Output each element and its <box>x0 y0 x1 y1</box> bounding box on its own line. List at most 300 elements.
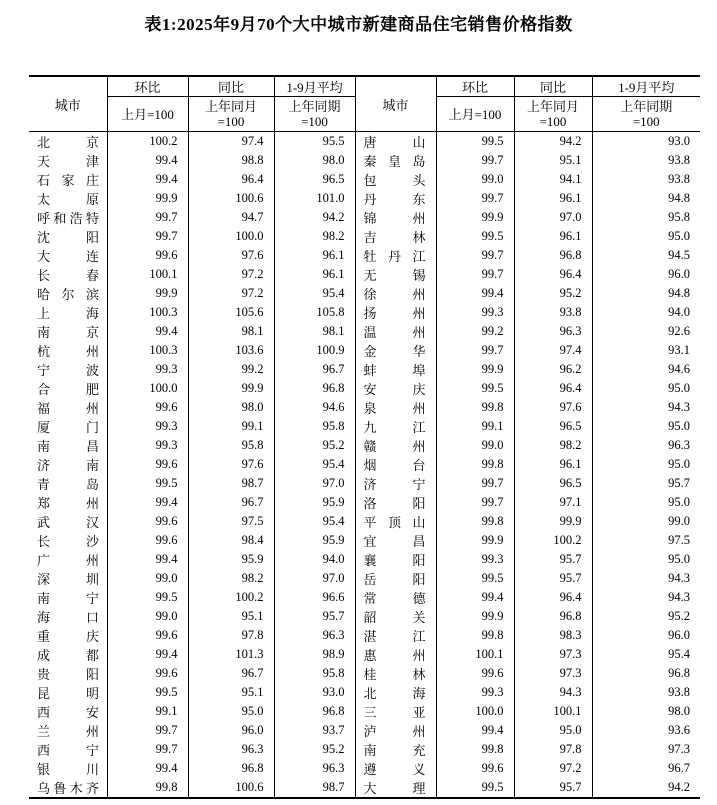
yoy-value: 96.1 <box>514 189 592 208</box>
mom-value: 99.4 <box>436 588 514 607</box>
city-cell <box>29 702 107 721</box>
city-cell <box>355 132 436 152</box>
mom-value: 99.6 <box>436 759 514 778</box>
yoy-value: 95.1 <box>514 151 592 170</box>
yoy-value: 94.1 <box>514 170 592 189</box>
mom-value: 99.4 <box>107 322 188 341</box>
city-name: 丹东 <box>363 192 426 207</box>
avg-value: 96.8 <box>592 664 700 683</box>
table-row <box>29 474 700 493</box>
avg-value: 96.1 <box>274 265 355 284</box>
table-row <box>29 512 700 531</box>
mom-value: 99.3 <box>436 550 514 569</box>
yoy-value: 98.2 <box>188 569 274 588</box>
city-name: 九江 <box>363 420 426 435</box>
header-row-top <box>29 76 700 97</box>
yoy-value: 95.1 <box>188 683 274 702</box>
yoy-value: 97.8 <box>514 740 592 759</box>
city-cell <box>29 208 107 227</box>
city-cell <box>29 664 107 683</box>
yoy-value: 95.8 <box>188 436 274 455</box>
avg-value: 94.0 <box>592 303 700 322</box>
yoy-value: 105.6 <box>188 303 274 322</box>
city-name: 南京 <box>37 325 99 340</box>
yoy-value: 96.2 <box>514 360 592 379</box>
mom-value: 99.0 <box>107 569 188 588</box>
yoy-value: 94.3 <box>514 683 592 702</box>
city-cell <box>355 607 436 626</box>
mom-value: 99.0 <box>436 170 514 189</box>
table-row <box>29 417 700 436</box>
yoy-value: 100.1 <box>514 702 592 721</box>
header-avg-base-line1: 上年同期 <box>288 99 341 114</box>
avg-value: 95.0 <box>592 379 700 398</box>
avg-value: 93.8 <box>592 683 700 702</box>
table-row <box>29 550 700 569</box>
avg-value: 94.2 <box>592 778 700 798</box>
avg-value: 96.7 <box>592 759 700 778</box>
city-cell <box>355 455 436 474</box>
mom-value: 99.9 <box>436 360 514 379</box>
avg-value: 97.5 <box>592 531 700 550</box>
mom-value: 99.9 <box>436 208 514 227</box>
yoy-value: 95.7 <box>514 550 592 569</box>
yoy-value: 97.2 <box>514 759 592 778</box>
yoy-value: 96.4 <box>188 170 274 189</box>
city-cell <box>29 417 107 436</box>
yoy-value: 97.4 <box>514 341 592 360</box>
table-row <box>29 740 700 759</box>
city-cell <box>29 474 107 493</box>
city-name: 烟台 <box>363 458 426 473</box>
avg-value: 93.7 <box>274 721 355 740</box>
table-row <box>29 493 700 512</box>
mom-value: 99.1 <box>436 417 514 436</box>
avg-value: 94.8 <box>592 284 700 303</box>
mom-value: 99.4 <box>436 284 514 303</box>
yoy-value: 94.7 <box>188 208 274 227</box>
yoy-value: 98.3 <box>514 626 592 645</box>
header-yoy-left: 同比 <box>188 76 274 97</box>
mom-value: 99.9 <box>107 284 188 303</box>
yoy-value: 97.6 <box>188 246 274 265</box>
avg-value: 98.2 <box>274 227 355 246</box>
yoy-value: 100.6 <box>188 189 274 208</box>
city-cell <box>355 284 436 303</box>
city-name: 徐州 <box>363 287 426 302</box>
city-name: 赣州 <box>363 439 426 454</box>
city-cell <box>355 664 436 683</box>
table-header <box>29 76 700 132</box>
city-name: 常德 <box>363 591 426 606</box>
table-row <box>29 265 700 284</box>
city-name: 洛阳 <box>363 496 426 511</box>
avg-value: 95.4 <box>592 645 700 664</box>
avg-value: 95.2 <box>274 740 355 759</box>
table-row <box>29 151 700 170</box>
city-cell <box>355 436 436 455</box>
avg-value: 95.9 <box>274 531 355 550</box>
mom-value: 99.1 <box>107 702 188 721</box>
city-name: 吉林 <box>363 230 426 245</box>
yoy-value: 95.0 <box>188 702 274 721</box>
mom-value: 99.7 <box>107 740 188 759</box>
table-row <box>29 246 700 265</box>
avg-value: 93.1 <box>592 341 700 360</box>
avg-value: 94.6 <box>274 398 355 417</box>
avg-value: 95.4 <box>274 512 355 531</box>
city-name: 泉州 <box>363 401 426 416</box>
city-cell <box>29 322 107 341</box>
avg-value: 95.2 <box>592 607 700 626</box>
city-cell <box>29 740 107 759</box>
city-name: 贵阳 <box>37 667 99 682</box>
table-row <box>29 227 700 246</box>
city-name: 遵义 <box>363 762 426 777</box>
yoy-value: 96.0 <box>188 721 274 740</box>
mom-value: 99.9 <box>107 189 188 208</box>
avg-value: 95.4 <box>274 455 355 474</box>
header-avg-base-line1: 上年同期 <box>620 99 673 114</box>
header-mom-base-right: 上月=100 <box>436 97 514 132</box>
mom-value: 99.7 <box>436 189 514 208</box>
mom-value: 99.8 <box>436 740 514 759</box>
table-row <box>29 436 700 455</box>
yoy-value: 96.5 <box>514 474 592 493</box>
mom-value: 99.4 <box>107 493 188 512</box>
city-name: 济宁 <box>363 477 426 492</box>
avg-value: 95.0 <box>592 493 700 512</box>
city-cell <box>29 303 107 322</box>
yoy-value: 95.7 <box>514 778 592 798</box>
avg-value: 99.0 <box>592 512 700 531</box>
city-name: 广州 <box>37 553 99 568</box>
city-name: 海口 <box>37 610 99 625</box>
city-name: 昆明 <box>37 686 99 701</box>
city-name: 杭州 <box>37 344 99 359</box>
city-cell <box>355 512 436 531</box>
avg-value: 95.8 <box>274 417 355 436</box>
avg-value: 94.3 <box>592 588 700 607</box>
yoy-value: 100.2 <box>188 588 274 607</box>
mom-value: 99.7 <box>436 474 514 493</box>
mom-value: 100.3 <box>107 303 188 322</box>
header-mom-left: 环比 <box>107 76 188 97</box>
mom-value: 99.4 <box>436 721 514 740</box>
yoy-value: 98.0 <box>188 398 274 417</box>
city-cell <box>29 398 107 417</box>
city-cell <box>29 721 107 740</box>
city-cell <box>29 170 107 189</box>
table-row <box>29 132 700 152</box>
avg-value: 96.8 <box>274 702 355 721</box>
table-row <box>29 208 700 227</box>
yoy-value: 96.4 <box>514 379 592 398</box>
city-name: 厦门 <box>37 420 99 435</box>
yoy-value: 95.2 <box>514 284 592 303</box>
city-cell <box>29 569 107 588</box>
city-name: 青岛 <box>37 477 99 492</box>
city-cell <box>355 189 436 208</box>
city-name: 包头 <box>363 173 426 188</box>
mom-value: 100.2 <box>107 132 188 152</box>
mom-value: 99.3 <box>436 683 514 702</box>
mom-value: 99.4 <box>107 151 188 170</box>
city-name: 武汉 <box>37 515 99 530</box>
avg-value: 93.8 <box>592 170 700 189</box>
yoy-value: 100.6 <box>188 778 274 798</box>
mom-value: 99.7 <box>436 151 514 170</box>
avg-value: 95.9 <box>274 493 355 512</box>
city-cell <box>355 588 436 607</box>
mom-value: 99.5 <box>107 683 188 702</box>
city-cell <box>355 246 436 265</box>
avg-value: 94.8 <box>592 189 700 208</box>
avg-value: 98.0 <box>274 151 355 170</box>
city-cell <box>29 607 107 626</box>
mom-value: 99.3 <box>436 303 514 322</box>
mom-value: 99.8 <box>436 398 514 417</box>
table-row <box>29 569 700 588</box>
header-avg-left: 1-9月平均 <box>274 76 355 97</box>
header-avg-base-line2: =100 <box>632 114 660 129</box>
table-row <box>29 721 700 740</box>
city-name: 平顶山 <box>363 515 426 530</box>
avg-value: 98.0 <box>592 702 700 721</box>
mom-value: 99.3 <box>107 360 188 379</box>
city-cell <box>355 398 436 417</box>
yoy-value: 96.5 <box>514 417 592 436</box>
city-cell <box>29 284 107 303</box>
city-name: 秦皇岛 <box>363 154 426 169</box>
yoy-value: 97.6 <box>514 398 592 417</box>
yoy-value: 96.8 <box>514 246 592 265</box>
table-row <box>29 455 700 474</box>
yoy-value: 98.8 <box>188 151 274 170</box>
city-cell <box>29 341 107 360</box>
city-name: 呼和浩特 <box>37 211 99 226</box>
mom-value: 99.6 <box>107 455 188 474</box>
city-cell <box>29 189 107 208</box>
yoy-value: 103.6 <box>188 341 274 360</box>
yoy-value: 100.2 <box>514 531 592 550</box>
city-name: 牡丹江 <box>363 249 426 264</box>
mom-value: 99.7 <box>436 265 514 284</box>
city-name: 蚌埠 <box>363 363 426 378</box>
mom-value: 99.6 <box>107 626 188 645</box>
yoy-value: 98.2 <box>514 436 592 455</box>
yoy-value: 96.4 <box>514 265 592 284</box>
mom-value: 99.5 <box>436 379 514 398</box>
avg-value: 101.0 <box>274 189 355 208</box>
city-name: 哈尔滨 <box>37 287 99 302</box>
avg-value: 96.7 <box>274 360 355 379</box>
yoy-value: 95.0 <box>514 721 592 740</box>
city-cell <box>355 531 436 550</box>
table-title: 表1:2025年9月70个大中城市新建商品住宅销售价格指数 <box>144 15 573 34</box>
mom-value: 100.3 <box>107 341 188 360</box>
mom-value: 99.9 <box>436 607 514 626</box>
yoy-value: 98.1 <box>188 322 274 341</box>
yoy-value: 99.1 <box>188 417 274 436</box>
city-cell <box>29 265 107 284</box>
city-cell <box>29 151 107 170</box>
avg-value: 97.0 <box>274 569 355 588</box>
mom-value: 99.7 <box>107 721 188 740</box>
avg-value: 96.3 <box>274 626 355 645</box>
city-cell <box>29 360 107 379</box>
avg-value: 95.7 <box>274 607 355 626</box>
city-cell <box>29 759 107 778</box>
avg-value: 95.8 <box>274 664 355 683</box>
city-name: 石家庄 <box>37 173 99 188</box>
header-avg-right: 1-9月平均 <box>592 76 700 97</box>
city-cell <box>355 265 436 284</box>
header-mom-base-left: 上月=100 <box>107 97 188 132</box>
yoy-value: 97.0 <box>514 208 592 227</box>
mom-value: 99.6 <box>107 664 188 683</box>
avg-value: 93.0 <box>592 132 700 152</box>
mom-value: 99.7 <box>107 208 188 227</box>
avg-value: 92.6 <box>592 322 700 341</box>
avg-value: 97.3 <box>592 740 700 759</box>
avg-value: 96.1 <box>274 246 355 265</box>
yoy-value: 97.4 <box>188 132 274 152</box>
mom-value: 99.0 <box>436 436 514 455</box>
avg-value: 93.6 <box>592 721 700 740</box>
city-name: 长春 <box>37 268 99 283</box>
city-name: 三亚 <box>363 705 426 720</box>
yoy-value: 97.3 <box>514 664 592 683</box>
avg-value: 96.0 <box>592 265 700 284</box>
avg-value: 95.2 <box>274 436 355 455</box>
city-cell <box>355 721 436 740</box>
city-name: 成都 <box>37 648 99 663</box>
mom-value: 99.4 <box>107 759 188 778</box>
mom-value: 99.9 <box>436 531 514 550</box>
avg-value: 95.0 <box>592 227 700 246</box>
city-name: 北海 <box>363 686 426 701</box>
avg-value: 105.8 <box>274 303 355 322</box>
city-cell <box>29 246 107 265</box>
city-cell <box>355 360 436 379</box>
yoy-value: 96.8 <box>514 607 592 626</box>
city-cell <box>29 512 107 531</box>
city-cell <box>29 683 107 702</box>
avg-value: 95.0 <box>592 550 700 569</box>
yoy-value: 96.7 <box>188 664 274 683</box>
yoy-value: 96.7 <box>188 493 274 512</box>
city-cell <box>355 778 436 798</box>
city-name: 重庆 <box>37 629 99 644</box>
city-name: 襄阳 <box>363 553 426 568</box>
mom-value: 99.7 <box>436 493 514 512</box>
yoy-value: 95.7 <box>514 569 592 588</box>
mom-value: 99.6 <box>107 246 188 265</box>
header-avg-base-line2: =100 <box>301 114 328 129</box>
city-cell <box>355 759 436 778</box>
mom-value: 99.6 <box>107 512 188 531</box>
avg-value: 94.3 <box>592 569 700 588</box>
city-cell <box>29 132 107 152</box>
yoy-value: 97.2 <box>188 284 274 303</box>
mom-value: 99.3 <box>107 417 188 436</box>
city-name: 惠州 <box>363 648 426 663</box>
yoy-value: 96.1 <box>514 455 592 474</box>
city-name: 南昌 <box>37 439 99 454</box>
table-row <box>29 322 700 341</box>
yoy-value: 96.8 <box>188 759 274 778</box>
avg-value: 98.7 <box>274 778 355 798</box>
city-name: 济南 <box>37 458 99 473</box>
city-name: 安庆 <box>363 382 426 397</box>
table-row <box>29 379 700 398</box>
header-yoy-base-line2: =100 <box>539 114 567 129</box>
table-row <box>29 189 700 208</box>
avg-value: 94.6 <box>592 360 700 379</box>
yoy-value: 96.3 <box>188 740 274 759</box>
header-yoy-base-line1: 上年同月 <box>526 99 579 114</box>
table-row <box>29 607 700 626</box>
mom-value: 99.4 <box>107 170 188 189</box>
mom-value: 99.5 <box>436 778 514 798</box>
city-name: 西安 <box>37 705 99 720</box>
avg-value: 96.3 <box>592 436 700 455</box>
yoy-value: 94.2 <box>514 132 592 152</box>
city-name: 桂林 <box>363 667 426 682</box>
mom-value: 99.7 <box>107 227 188 246</box>
price-index-table <box>29 75 700 799</box>
mom-value: 99.2 <box>436 322 514 341</box>
city-cell <box>355 379 436 398</box>
table-row <box>29 588 700 607</box>
table-row <box>29 170 700 189</box>
yoy-value: 95.9 <box>188 550 274 569</box>
city-name: 泸州 <box>363 724 426 739</box>
avg-value: 95.7 <box>592 474 700 493</box>
mom-value: 99.6 <box>436 664 514 683</box>
table-row <box>29 664 700 683</box>
city-name: 深圳 <box>37 572 99 587</box>
header-yoy-base-line1: 上年同月 <box>204 99 257 114</box>
city-cell <box>29 645 107 664</box>
city-cell <box>355 322 436 341</box>
mom-value: 99.7 <box>436 246 514 265</box>
city-name: 西宁 <box>37 743 99 758</box>
city-name: 长沙 <box>37 534 99 549</box>
mom-value: 99.8 <box>436 455 514 474</box>
city-name: 北京 <box>37 135 99 150</box>
city-name: 南充 <box>363 743 426 758</box>
avg-value: 94.0 <box>274 550 355 569</box>
mom-value: 99.5 <box>436 132 514 152</box>
city-cell <box>29 227 107 246</box>
avg-value: 95.5 <box>274 132 355 152</box>
yoy-value: 93.8 <box>514 303 592 322</box>
header-city-left: 城市 <box>29 76 107 132</box>
city-cell <box>355 683 436 702</box>
city-cell <box>29 379 107 398</box>
mom-value: 99.6 <box>107 531 188 550</box>
city-name: 宁波 <box>37 363 99 378</box>
mom-value: 99.7 <box>436 341 514 360</box>
mom-value: 99.8 <box>436 626 514 645</box>
city-cell <box>29 588 107 607</box>
city-name: 天津 <box>37 154 99 169</box>
table-body <box>29 132 700 799</box>
city-name: 大连 <box>37 249 99 264</box>
city-name: 上海 <box>37 306 99 321</box>
